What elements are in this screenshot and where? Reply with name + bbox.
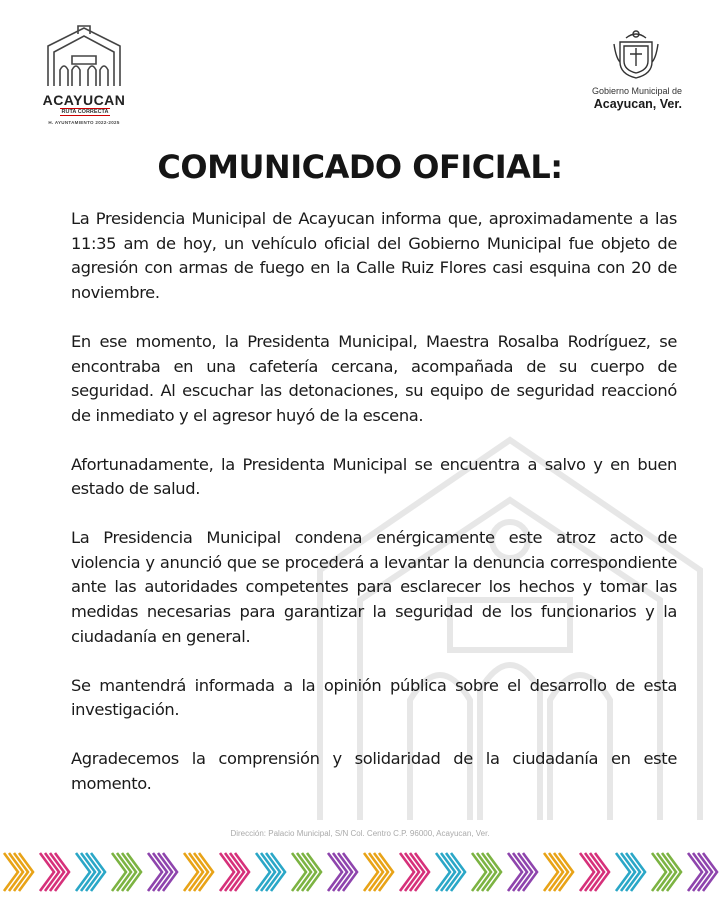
government-label: Gobierno Municipal de [591,86,682,96]
pattern-chevron [508,853,537,891]
pattern-stroke [225,853,239,891]
pattern-stroke [328,853,342,891]
pattern-chevron [616,853,645,891]
pattern-stroke [40,853,54,891]
pattern-stroke [266,853,280,891]
pattern-stroke [127,853,141,891]
pattern-stroke [472,853,486,891]
pattern-stroke [415,853,429,891]
pattern-stroke [343,853,357,891]
pattern-stroke [698,853,712,891]
pattern-chevron [364,853,393,891]
pattern-stroke [199,853,213,891]
pattern-stroke [436,853,450,891]
pattern-stroke [446,853,460,891]
pattern-stroke [261,853,275,891]
pattern-stroke [307,853,321,891]
statement-body [71,207,677,820]
acayucan-logo [38,22,138,125]
pattern-stroke [9,853,23,891]
pattern-stroke [616,853,630,891]
pattern-stroke [189,853,203,891]
pattern-chevron [436,853,465,891]
pattern-stroke [122,853,136,891]
pattern-stroke [112,853,126,891]
pattern-stroke [256,853,270,891]
pattern-stroke [153,853,167,891]
pattern-stroke [580,853,594,891]
pattern-stroke [508,853,522,891]
pattern-stroke [595,853,609,891]
pattern-chevron [148,853,177,891]
pattern-stroke [544,853,558,891]
pattern-chevron [652,853,681,891]
pattern-stroke [292,853,306,891]
pattern-chevron [184,853,213,891]
pattern-stroke [667,853,681,891]
pattern-stroke [703,853,717,891]
pattern-stroke [523,853,537,891]
pattern-stroke [14,853,28,891]
pattern-chevron [76,853,105,891]
pattern-chevron [256,853,285,891]
pattern-stroke [302,853,316,891]
pattern-stroke [91,853,105,891]
pattern-chevron [688,853,717,891]
pattern-stroke [688,853,702,891]
pattern-stroke [333,853,347,891]
pattern-stroke [184,853,198,891]
paragraph-incident: La Presidencia Municipal de Acayucan informa que, aproximadamente a las 11:35 am de hoy, un vehículo oficial del Gobierno Municipal fue objeto de agresión con armas de fuego en la Calle Ruiz Flores casi esquina con 20 de noviembre. [71,209,677,303]
paragraph-condemnation: La Presidencia Municipal condena enérgicamente este atroz acto de violencia y anunció que se procederá a levantar la denuncia correspondiente ante las autoridades competentes para esclarecer los hechos y tomar las medidas necesarias para garantizar la seguridad de los funcionarios y la ciudadanía en general. [71,528,677,646]
logo-wordmark: ACAYUCAN [42,92,126,108]
pattern-stroke [441,853,455,891]
pattern-stroke [626,853,640,891]
pattern-stroke [230,853,244,891]
coat-of-arms-icon [612,28,660,80]
pattern-stroke [400,853,414,891]
pattern-stroke [554,853,568,891]
pattern-chevron [4,853,33,891]
pattern-stroke [50,853,64,891]
pattern-stroke [487,853,501,891]
pattern-stroke [55,853,69,891]
pattern-stroke [45,853,59,891]
pattern-stroke [657,853,671,891]
pattern-chevron [544,853,573,891]
pattern-stroke [513,853,527,891]
pattern-stroke [693,853,707,891]
pattern-chevron [580,853,609,891]
pattern-chevron [400,853,429,891]
pattern-stroke [585,853,599,891]
pattern-stroke [369,853,383,891]
pattern-stroke [379,853,393,891]
pattern-stroke [482,853,496,891]
pattern-chevron [112,853,141,891]
pattern-stroke [410,853,424,891]
palace-icon [44,22,124,90]
pattern-stroke [518,853,532,891]
pattern-chevron [472,853,501,891]
decorative-pattern-band [0,843,720,901]
pattern-stroke [163,853,177,891]
pattern-chevron [292,853,321,891]
pattern-chevron [220,853,249,891]
paragraph-updates: Se mantendrá informada a la opinión pública sobre el desarrollo de esta investigación. [71,675,677,720]
pattern-stroke [652,853,666,891]
pattern-stroke [158,853,172,891]
pattern-stroke [220,853,234,891]
pattern-stroke [86,853,100,891]
pattern-stroke [477,853,491,891]
paragraph-safety: Afortunadamente, la Presidenta Municipal se encuentra a salvo y en buen estado de salud. [71,454,677,499]
pattern-stroke [374,853,388,891]
pattern-stroke [559,853,573,891]
pattern-stroke [271,853,285,891]
pattern-stroke [621,853,635,891]
pattern-stroke [338,853,352,891]
pattern-stroke [549,853,563,891]
pattern-stroke [451,853,465,891]
footer-address-text: Dirección: Palacio Municipal, S/N Col. Centro C.P. 96000, Acayucan, Ver. [230,829,490,838]
pattern-stroke [19,853,33,891]
municipal-government-logo [590,28,690,113]
pattern-chevron [40,853,69,891]
pattern-stroke [4,853,18,891]
pattern-stroke [590,853,604,891]
pattern-stroke [148,853,162,891]
pattern-stroke [631,853,645,891]
pattern-chevron [328,853,357,891]
city-label: Acayucan, Ver. [593,97,682,111]
logo-tagline: RUTA CORRECTA [61,109,109,115]
logo-ayuntamiento: H. AYUNTAMIENTO 2022-2025 [48,120,120,125]
page-title: COMUNICADO OFICIAL: [157,148,563,186]
pattern-stroke [297,853,311,891]
pattern-stroke [405,853,419,891]
pattern-stroke [117,853,131,891]
paragraph-thanks: Agradecemos la comprensión y solidaridad de la ciudadanía en este momento. [71,748,677,793]
pattern-stroke [194,853,208,891]
footer-address [0,829,720,838]
pattern-stroke [662,853,676,891]
paragraph-context: En ese momento, la Presidenta Municipal, Maestra Rosalba Rodríguez, se encontraba en una cafetería cercana, acompañada de su cuerpo de seguridad. Al escuchar las detonaciones, su equipo de seguridad reaccionó de inmediato y el agresor huyó de la escena. [71,331,677,425]
pattern-stroke [364,853,378,891]
pattern-stroke [235,853,249,891]
pattern-stroke [81,853,95,891]
pattern-stroke [76,853,90,891]
